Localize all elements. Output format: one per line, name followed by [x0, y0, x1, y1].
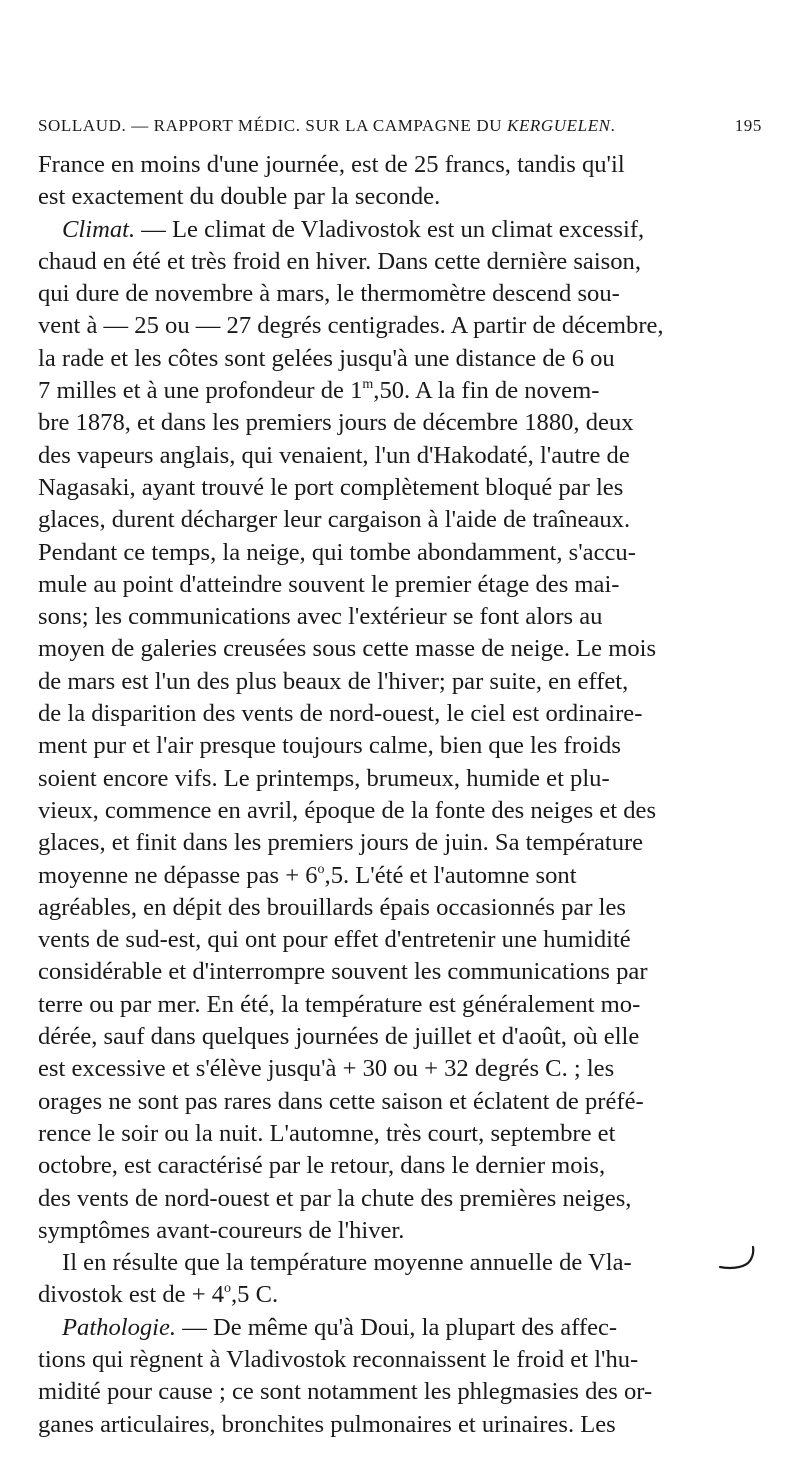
line-text: vent à — 25 ou — 27 degrés centigrades. A partir de décembre,: [38, 312, 664, 340]
line-text: orages ne sont pas rares dans cette saison et éclatent de préfé-: [38, 1087, 644, 1115]
text-line: [38, 860, 762, 892]
text-line: [38, 1021, 762, 1053]
line-text: qui dure de novembre à mars, le thermomètre descend sou-: [38, 280, 620, 308]
text-line: [38, 1053, 762, 1085]
line-text: de la disparition des vents de nord-ouest, le ciel est ordinaire-: [38, 700, 643, 728]
line-text: bre 1878, et dans les premiers jours de décembre 1880, deux: [38, 409, 634, 437]
line-text-a: 7 milles et à une profondeur de 1: [38, 377, 363, 405]
line-text: glaces, et finit dans les premiers jours de juin. Sa température: [38, 829, 644, 857]
section-heading-climat: Climat.: [62, 215, 136, 243]
line-text: Nagasaki, ayant trouvé le port complètement bloqué par les: [38, 473, 624, 501]
text-line: [38, 1279, 762, 1311]
text-line: [38, 666, 762, 698]
text-line: [38, 310, 762, 342]
line-text: midité pour cause ; ce sont notamment les phlegmasies des or-: [38, 1378, 653, 1406]
text-line: [38, 440, 762, 472]
text-line: [38, 278, 762, 310]
line-text: glaces, durent décharger leur cargaison à l'aide de traîneaux.: [38, 506, 631, 534]
running-title-text: SOLLAUD. — RAPPORT MÉDIC. SUR LA CAMPAGNE DU: [38, 116, 507, 135]
line-text: mule au point d'atteindre souvent le premier étage des mai-: [38, 570, 620, 598]
line-text: symptômes avant-coureurs de l'hiver.: [38, 1216, 405, 1244]
line-text: moyen de galeries creusées sous cette masse de neige. Le mois: [38, 635, 657, 663]
text-line: [38, 537, 762, 569]
line-text: vieux, commence en avril, époque de la fonte des neiges et des: [38, 796, 657, 824]
running-title-ship: KERGUELEN: [507, 116, 611, 135]
text-line: [38, 407, 762, 439]
pencil-scribble-icon: [716, 1241, 762, 1275]
text-line: [38, 1215, 762, 1247]
text-line: [38, 989, 762, 1021]
line-text-a: moyenne ne dépasse pas + 6: [38, 861, 318, 889]
text-line: [38, 1086, 762, 1118]
line-text: [62, 214, 644, 246]
line-text: agréables, en dépit des brouillards épais occasionnés par les: [38, 893, 626, 921]
text-line: [38, 149, 762, 181]
running-head: [38, 116, 762, 142]
line-text-a: divostok est de + 4: [38, 1281, 225, 1309]
line-text: est excessive et s'élève jusqu'à + 30 ou + 32 degrés C. ; les: [38, 1055, 615, 1083]
line-text: soient encore vifs. Le printemps, brumeux, humide et plu-: [38, 764, 610, 792]
text-line: [38, 1118, 762, 1150]
text-line: [38, 1312, 762, 1344]
line-text: Pendant ce temps, la neige, qui tombe abondamment, s'accu-: [38, 538, 636, 566]
running-title: [38, 116, 615, 136]
section-heading-pathologie: Pathologie.: [62, 1313, 177, 1341]
line-text: chaud en été et très froid en hiver. Dans cette dernière saison,: [38, 247, 641, 275]
text-line: [38, 601, 762, 633]
line-text: des vapeurs anglais, qui venaient, l'un d'Hakodaté, l'autre de: [38, 441, 630, 469]
line-text-rest: — Le climat de Vladivostok est un climat excessif,: [135, 215, 645, 243]
text-line: [38, 1409, 762, 1441]
text-line: [38, 633, 762, 665]
text-line: [38, 246, 762, 278]
line-text: ganes articulaires, bronchites pulmonaires et urinaires. Les: [38, 1410, 616, 1438]
book-page: [38, 116, 762, 1441]
text-line: [38, 472, 762, 504]
text-line: [38, 1183, 762, 1215]
running-title-end: .: [610, 116, 616, 135]
line-text: [62, 1312, 617, 1344]
line-text: terre ou par mer. En été, la température est généralement mo-: [38, 990, 641, 1018]
text-line: [38, 343, 762, 375]
text-line: [38, 956, 762, 988]
line-text: octobre, est caractérisé par le retour, dans le dernier mois,: [38, 1152, 606, 1180]
line-text: moyenne ne dépasse pas + 6o,5. L'été et l'automne sont: [38, 860, 577, 892]
line-text: Il en résulte que la température moyenne annuelle de Vla-: [62, 1249, 632, 1277]
text-line: [38, 795, 762, 827]
text-line: [38, 214, 762, 246]
line-text: ment pur et l'air presque toujours calme, bien que les froids: [38, 732, 621, 760]
line-text: divostok est de + 4o,5 C.: [38, 1279, 278, 1311]
text-line: [38, 1150, 762, 1182]
line-text: sons; les communications avec l'extérieur se font alors au: [38, 603, 603, 631]
line-text: France en moins d'une journée, est de 25 francs, tandis qu'il: [38, 151, 625, 178]
text-line: [38, 1344, 762, 1376]
text-line: [38, 181, 762, 213]
line-text-b: ,50. A la fin de novem-: [373, 377, 600, 405]
line-text: tions qui règnent à Vladivostok reconnaissent le froid et l'hu-: [38, 1345, 639, 1373]
line-text: de mars est l'un des plus beaux de l'hiver; par suite, en effet,: [38, 667, 629, 695]
text-line: [38, 375, 762, 407]
text-line: [38, 730, 762, 762]
line-text: 7 milles et à une profondeur de 1m,50. A la fin de novem-: [38, 375, 599, 407]
text-line: [38, 1376, 762, 1408]
line-text: dérée, sauf dans quelques journées de juillet et d'août, où elle: [38, 1023, 640, 1051]
text-line: [38, 698, 762, 730]
page-number: 195: [734, 116, 762, 135]
text-line: [38, 892, 762, 924]
text-line: [38, 827, 762, 859]
handwritten-mark: [720, 1247, 762, 1275]
line-text: des vents de nord-ouest et par la chute des premières neiges,: [38, 1184, 632, 1212]
line-text: la rade et les côtes sont gelées jusqu'à une distance de 6 ou: [38, 344, 615, 372]
text-line: [38, 763, 762, 795]
text-line: [38, 569, 762, 601]
line-text: considérable et d'interrompre souvent les communications par: [38, 958, 648, 986]
line-text-b: ,5. L'été et l'automne sont: [324, 861, 577, 889]
text-line: [38, 504, 762, 536]
text-line: [38, 1247, 762, 1279]
text-line: [38, 924, 762, 956]
line-text-b: ,5 C.: [231, 1281, 279, 1309]
line-text: vents de sud-est, qui ont pour effet d'entretenir une humidité: [38, 926, 631, 954]
line-text: rence le soir ou la nuit. L'automne, très court, septembre et: [38, 1119, 616, 1147]
line-text-rest: — De même qu'à Doui, la plupart des affec-: [176, 1313, 618, 1341]
line-text: est exactement du double par la seconde.: [38, 183, 441, 211]
body-text: [38, 149, 762, 1441]
